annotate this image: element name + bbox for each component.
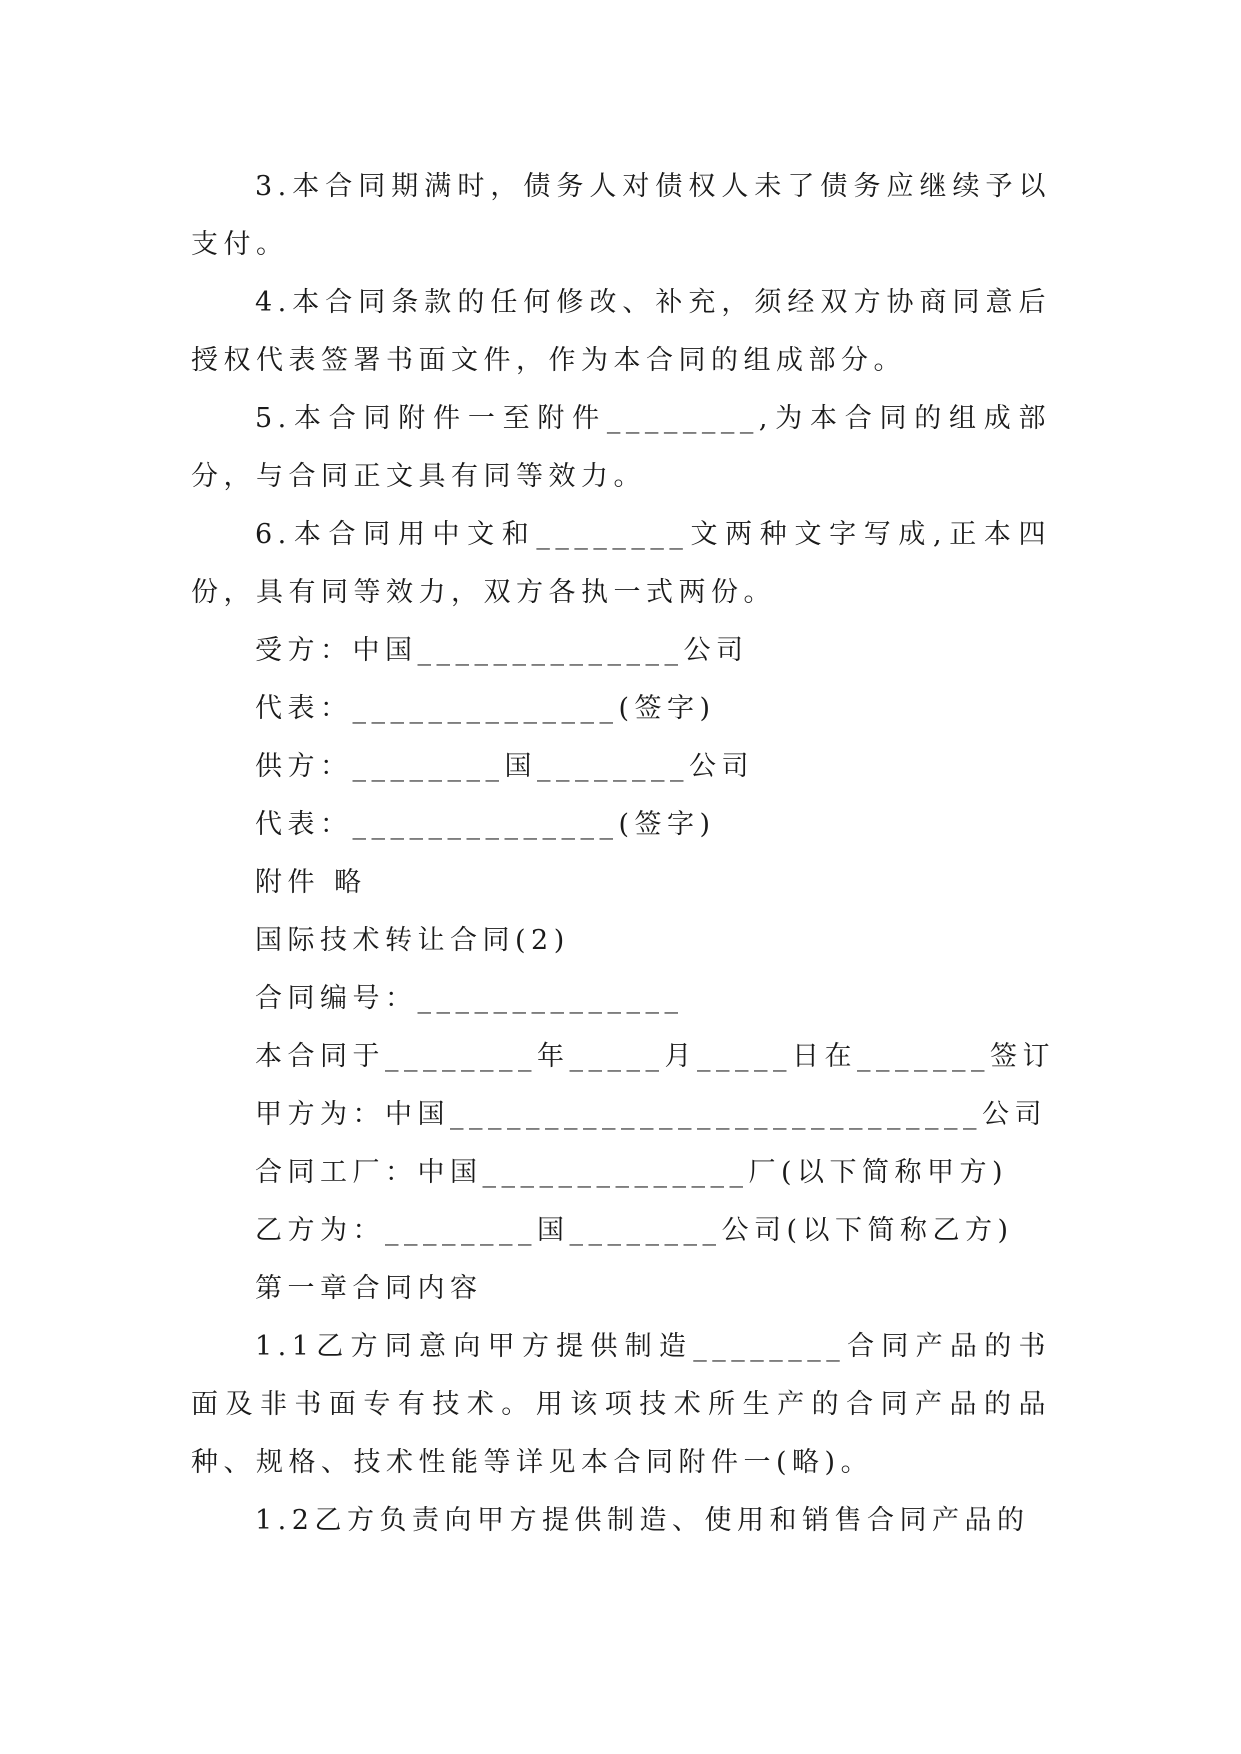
chapter-heading: 第一章合同内容 bbox=[255, 1273, 483, 1304]
clause-4-paragraph: 4.本合同条款的任何修改、补充，须经双方协商同意后授权代表签署书面文件，作为本合同的组成部分。 bbox=[191, 287, 1051, 376]
document-body bbox=[191, 158, 1055, 1550]
clause-1-2-paragraph: 1.2乙方负责向甲方提供制造、使用和销售合同产品的 bbox=[255, 1505, 1030, 1536]
clause-6-paragraph: 6.本合同用中文和________文两种文字写成,正本四份，具有同等效力，双方各执一式两份。 bbox=[191, 519, 1051, 608]
clause-1-1-paragraph: 1.1乙方同意向甲方提供制造________合同产品的书面及非书面专有技术。用该项技术所生产的合同产品的品种、规格、技术性能等详见本合同附件一(略)。 bbox=[191, 1331, 1051, 1478]
recipient-representative-line: 代表：______________(签字) bbox=[255, 693, 716, 724]
contract-title: 国际技术转让合同(2) bbox=[255, 925, 570, 956]
party-a-line: 甲方为：中国____________________________公司 bbox=[255, 1099, 1047, 1130]
supplier-representative-line: 代表：______________(签字) bbox=[255, 809, 716, 840]
clause-5-paragraph: 5.本合同附件一至附件________,为本合同的组成部分，与合同正文具有同等效力。 bbox=[191, 403, 1051, 492]
supplier-company-line: 供方：________国________公司 bbox=[255, 751, 754, 782]
contract-factory-line: 合同工厂：中国______________厂(以下简称甲方) bbox=[255, 1157, 1009, 1188]
clause-3-paragraph: 3.本合同期满时，债务人对债权人未了债务应继续予以支付。 bbox=[191, 171, 1051, 260]
recipient-company-line: 受方：中国______________公司 bbox=[255, 635, 749, 666]
attachment-note-line: 附件 略 bbox=[255, 867, 367, 898]
party-b-line: 乙方为：________国________公司(以下简称乙方) bbox=[255, 1215, 1014, 1246]
signing-date-line: 本合同于________年_____月_____日在_______签订 bbox=[255, 1041, 1055, 1072]
contract-number-line: 合同编号：______________ bbox=[255, 983, 684, 1014]
